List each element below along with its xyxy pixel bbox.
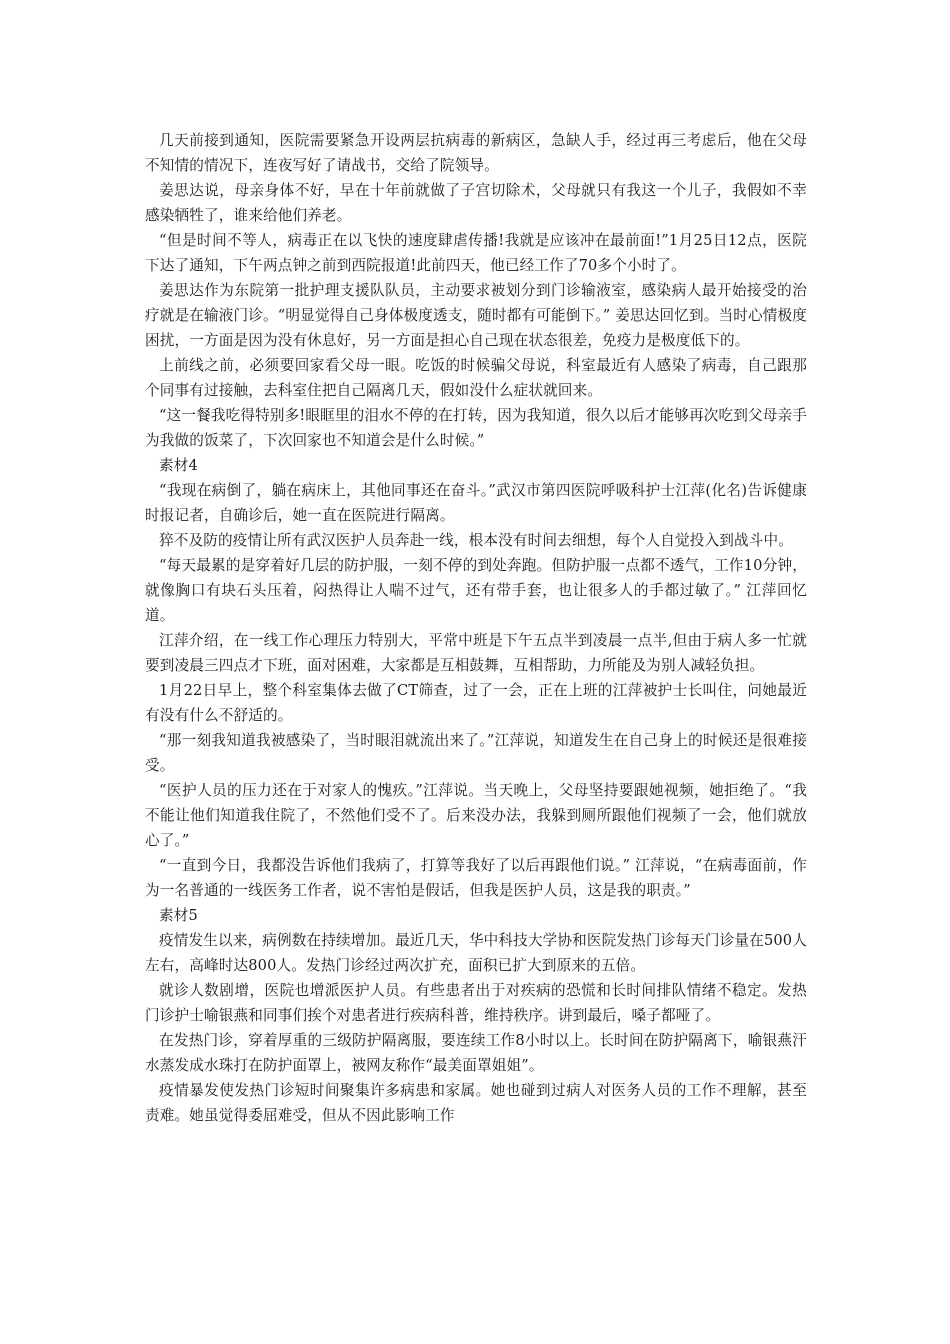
paragraph: 在发热门诊，穿着厚重的三级防护隔离服，要连续工作8小时以上。长时间在防护隔离下，喻银燕汗水蒸发成水珠打在防护面罩上，被网友称作“最美面罩姐姐”。 [145,1032,807,1074]
paragraph: 几天前接到通知，医院需要紧急开设两层抗病毒的新病区，急缺人手，经过再三考虑后，他在父母不知情的情况下，连夜写好了请战书，交给了院领导。 [145,132,807,174]
paragraph: “那一刻我知道我被感染了，当时眼泪就流出来了。”江萍说，知道发生在自己身上的时候还是很难接受。 [145,732,807,774]
paragraph: 姜思达作为东院第一批护理支援队队员，主动要求被划分到门诊输液室，感染病人最开始接受的治疗就是在输液门诊。“明显觉得自己身体极度透支，随时都有可能倒下。” 姜思达回忆到。当时心情极度困扰，一方面是因为没有休息好，另一方面是担心自己现在状态很差，免疫力是极度低下的。 [145,282,807,349]
paragraph: 猝不及防的疫情让所有武汉医护人员奔赴一线，根本没有时间去细想，每个人自觉投入到战斗中。 [159,532,793,549]
paragraph: 疫情发生以来，病例数在持续增加。最近几天，华中科技大学协和医院发热门诊每天门诊量在500人左右，高峰时达800人。发热门诊经过两次扩充，面积已扩大到原来的五倍。 [145,932,807,974]
paragraph: 就诊人数剧增，医院也增派医护人员。有些患者出于对疾病的恐慌和长时间排队情绪不稳定。发热门诊护士喻银燕和同事们挨个对患者进行疾病科普，维持秩序。讲到最后，嗓子都哑了。 [145,982,807,1024]
paragraph: “一直到今日，我都没告诉他们我病了，打算等我好了以后再跟他们说。” 江萍说，“在病毒面前，作为一名普通的一线医务工作者，说不害怕是假话，但我是医护人员，这是我的职责。” [145,857,807,899]
paragraph: 江萍介绍，在一线工作心理压力特别大，平常中班是下午五点半到凌晨一点半,但由于病人多一忙就要到凌晨三四点才下班，面对困难，大家都是互相鼓舞，互相帮助，力所能及为别人减轻负担。 [145,632,807,674]
section-heading: 素材5 [159,907,198,924]
paragraph: 姜思达说，母亲身体不好，早在十年前就做了子宫切除术，父母就只有我这一个儿子，我假如不幸感染牺牲了，谁来给他们养老。 [145,182,807,224]
paragraph: 疫情暴发使发热门诊短时间聚集许多病患和家属。她也碰到过病人对医务人员的工作不理解，甚至责难。她虽觉得委屈难受，但从不因此影响工作 [145,1082,807,1124]
paragraph: “但是时间不等人，病毒正在以飞快的速度肆虐传播!我就是应该冲在最前面!”1月25日12点，医院下达了通知，下午两点钟之前到西院报道!此前四天，他已经工作了70多个小时了。 [145,232,807,274]
document-body [145,128,807,1128]
paragraph: 上前线之前，必须要回家看父母一眼。吃饭的时候骗父母说，科室最近有人感染了病毒，自己跟那个同事有过接触，去科室住把自己隔离几天，假如没什么症状就回来。 [145,357,807,399]
paragraph: “这一餐我吃得特别多!眼眶里的泪水不停的在打转，因为我知道，很久以后才能够再次吃到父母亲手为我做的饭菜了，下次回家也不知道会是什么时候。” [145,407,807,449]
paragraph: “医护人员的压力还在于对家人的愧疚。”江萍说。当天晚上，父母坚持要跟她视频，她拒绝了。“我不能让他们知道我住院了，不然他们受不了。后来没办法，我躲到厕所跟他们视频了一会，他们就放心了。” [145,782,807,849]
paragraph: 1月22日早上，整个科室集体去做了CT筛查，过了一会，正在上班的江萍被护士长叫住，问她最近有没有什么不舒适的。 [145,682,807,724]
paragraph: “每天最累的是穿着好几层的防护服，一刻不停的到处奔跑。但防护服一点都不透气，工作10分钟，就像胸口有块石头压着，闷热得让人喘不过气，还有带手套，也让很多人的手都过敏了。” 江萍回忆道。 [145,557,807,624]
section-heading: 素材4 [159,457,198,474]
paragraph: “我现在病倒了，躺在病床上，其他同事还在奋斗。”武汉市第四医院呼吸科护士江萍(化名)告诉健康时报记者，自确诊后，她一直在医院进行隔离。 [145,482,807,524]
